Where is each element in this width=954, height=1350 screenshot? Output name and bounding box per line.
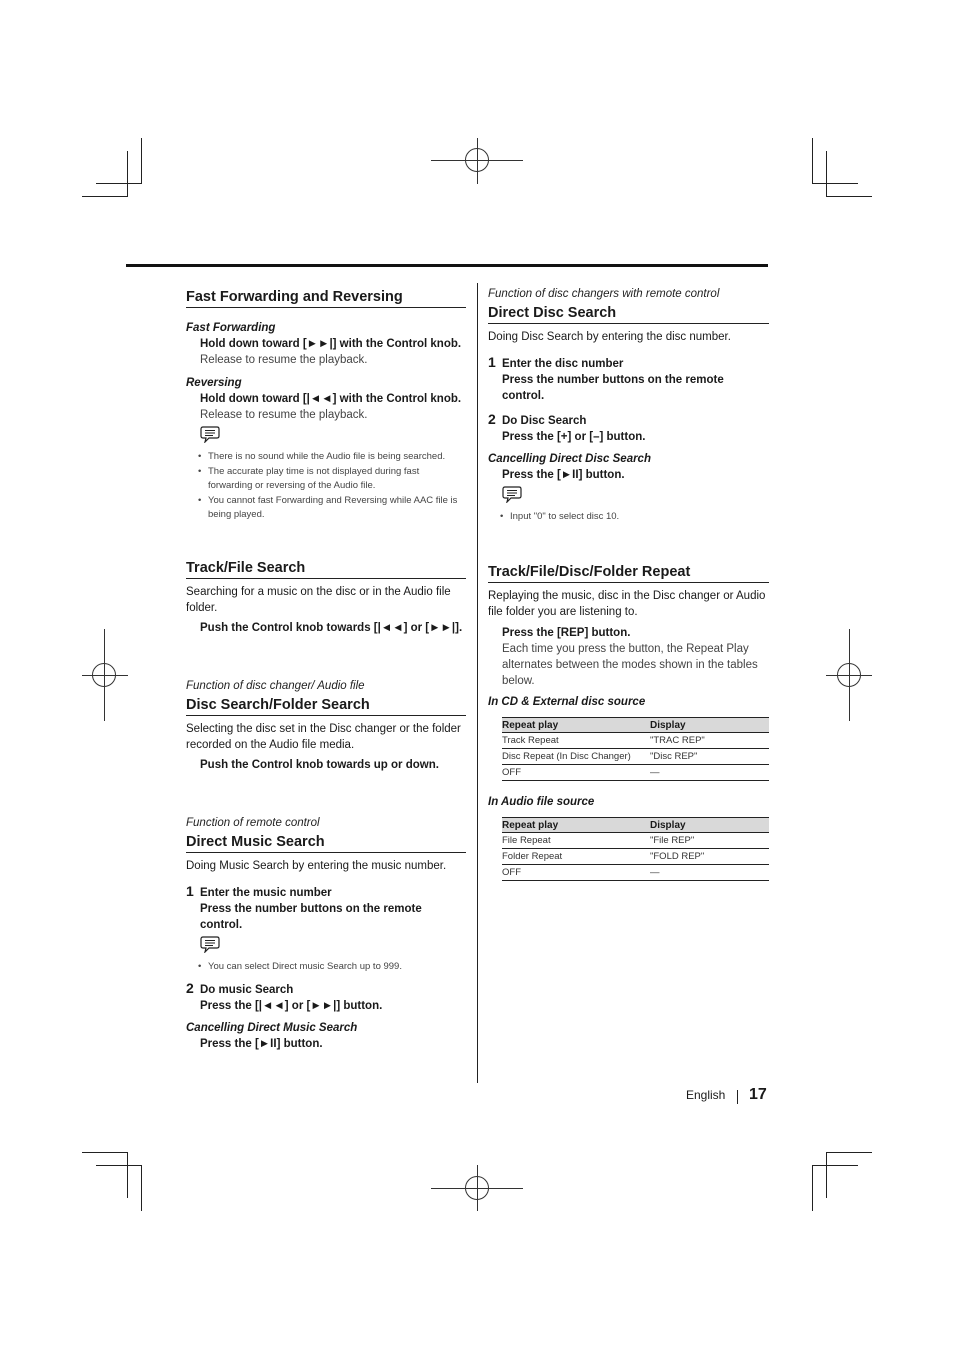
step-1-title: 1 Enter the music number	[186, 883, 332, 899]
section-title: Fast Forwarding and Reversing	[186, 288, 466, 308]
notes-list	[488, 510, 769, 524]
note-icon	[200, 935, 220, 953]
step-2-title: 2 Do music Search	[186, 980, 294, 996]
step-number: 1	[488, 354, 496, 370]
section-fast-forward	[186, 288, 466, 522]
disc-search-action: Push the Control knob towards up or down.	[200, 759, 439, 771]
note-item: • The accurate play time is not displayed during fast forwarding or reversing of the Audio file.	[208, 465, 466, 493]
section-title: Track/File/Disc/Folder Repeat	[488, 563, 769, 583]
section-repeat	[488, 563, 769, 881]
reversing-result: Release to resume the playback.	[200, 409, 368, 421]
reversing-action: Hold down toward [|◄◄] with the Control knob.	[200, 393, 462, 405]
section-description: Doing Disc Search by entering the disc number.	[488, 331, 731, 343]
fast-forward-label: Fast Forwarding	[186, 322, 276, 334]
column-divider	[477, 283, 478, 1083]
function-note: Function of disc changers with remote control	[488, 288, 720, 300]
table-cell: File Repeat	[502, 833, 650, 849]
step-number: 1	[186, 883, 194, 899]
cd-source-label: In CD & External disc source	[488, 696, 646, 708]
fast-forward-action: Hold down toward [►►|] with the Control knob.	[200, 338, 462, 350]
table-cell: "Disc REP"	[650, 749, 769, 765]
table-row	[502, 849, 769, 865]
section-direct-disc-search	[488, 287, 769, 524]
table-row	[502, 765, 769, 781]
step-number: 2	[186, 980, 194, 996]
note-icon	[200, 425, 220, 443]
step-1-title: 1 Enter the disc number	[488, 354, 624, 370]
table-cell: Disc Repeat (In Disc Changer)	[502, 749, 650, 765]
section-title: Direct Music Search	[186, 833, 466, 853]
cd-repeat-table	[502, 717, 769, 781]
table-cell: "TRAC REP"	[650, 733, 769, 749]
table-cell: "FOLD REP"	[650, 849, 769, 865]
table-cell: Track Repeat	[502, 733, 650, 749]
section-direct-music-search	[186, 816, 466, 1052]
note-item: • Input "0" to select disc 10.	[510, 510, 769, 524]
section-title: Direct Disc Search	[488, 304, 769, 324]
notes-list	[186, 960, 466, 974]
table-cell: Folder Repeat	[502, 849, 650, 865]
track-search-action: Push the Control knob towards [|◄◄] or [►►|].	[200, 622, 463, 634]
function-note: Function of disc changer/ Audio file	[186, 680, 365, 692]
section-description: Selecting the disc set in the Disc changer or the folder recorded on the Audio file media.	[186, 723, 461, 751]
audio-repeat-table	[502, 817, 769, 881]
repeat-action-detail: Each time you press the button, the Repeat Play alternates between the modes shown in the tables below.	[502, 643, 758, 687]
table-row	[502, 865, 769, 881]
step-1-action: Press the number buttons on the remote control.	[502, 374, 724, 402]
audio-source-label: In Audio file source	[488, 796, 595, 808]
reversing-label: Reversing	[186, 377, 242, 389]
cancel-action: Press the [►II] button.	[502, 469, 625, 481]
section-title: Disc Search/Folder Search	[186, 696, 466, 716]
cancel-action: Press the [►II] button.	[200, 1038, 323, 1050]
table-cell: —	[650, 765, 769, 781]
step-2-action: Press the [|◄◄] or [►►|] button.	[200, 1000, 383, 1012]
note-item: • You can select Direct music Search up to 999.	[208, 960, 466, 974]
table-cell: OFF	[502, 765, 650, 781]
fast-forward-result: Release to resume the playback.	[200, 354, 368, 366]
cancel-label: Cancelling Direct Music Search	[186, 1022, 358, 1034]
section-description: Doing Music Search by entering the music number.	[186, 860, 447, 872]
step-2-action: Press the [+] or [–] button.	[502, 431, 646, 443]
section-description: Replaying the music, disc in the Disc changer or Audio file folder you are listening to.	[488, 590, 766, 618]
section-disc-search	[186, 679, 466, 773]
table-row	[502, 749, 769, 765]
footer-separator	[737, 1090, 738, 1104]
step-2-title: 2 Do Disc Search	[488, 411, 587, 427]
function-note: Function of remote control	[186, 817, 320, 829]
note-item: • You cannot fast Forwarding and Reversing while AAC file is being played.	[208, 494, 466, 522]
notes-list	[186, 450, 466, 522]
table-cell: —	[650, 865, 769, 881]
cancel-label: Cancelling Direct Disc Search	[488, 453, 651, 465]
note-item: • There is no sound while the Audio file is being searched.	[208, 450, 466, 464]
step-1-action: Press the number buttons on the remote control.	[200, 903, 422, 931]
table-header-row	[502, 818, 769, 833]
page-number: 17	[749, 1086, 767, 1103]
section-description: Searching for a music on the disc or in the Audio file folder.	[186, 586, 451, 614]
step-number: 2	[488, 411, 496, 427]
table-row	[502, 733, 769, 749]
column-header: Display	[650, 818, 769, 833]
section-title: Track/File Search	[186, 559, 466, 579]
repeat-action: Press the [REP] button.	[502, 627, 631, 639]
footer-language: English	[686, 1088, 726, 1102]
table-header-row	[502, 718, 769, 733]
column-header: Repeat play	[502, 718, 650, 733]
column-header: Repeat play	[502, 818, 650, 833]
note-icon	[502, 485, 522, 503]
header-rule	[126, 264, 768, 267]
table-cell: "File REP"	[650, 833, 769, 849]
section-track-search	[186, 559, 466, 636]
table-row	[502, 833, 769, 849]
column-header: Display	[650, 718, 769, 733]
table-cell: OFF	[502, 865, 650, 881]
